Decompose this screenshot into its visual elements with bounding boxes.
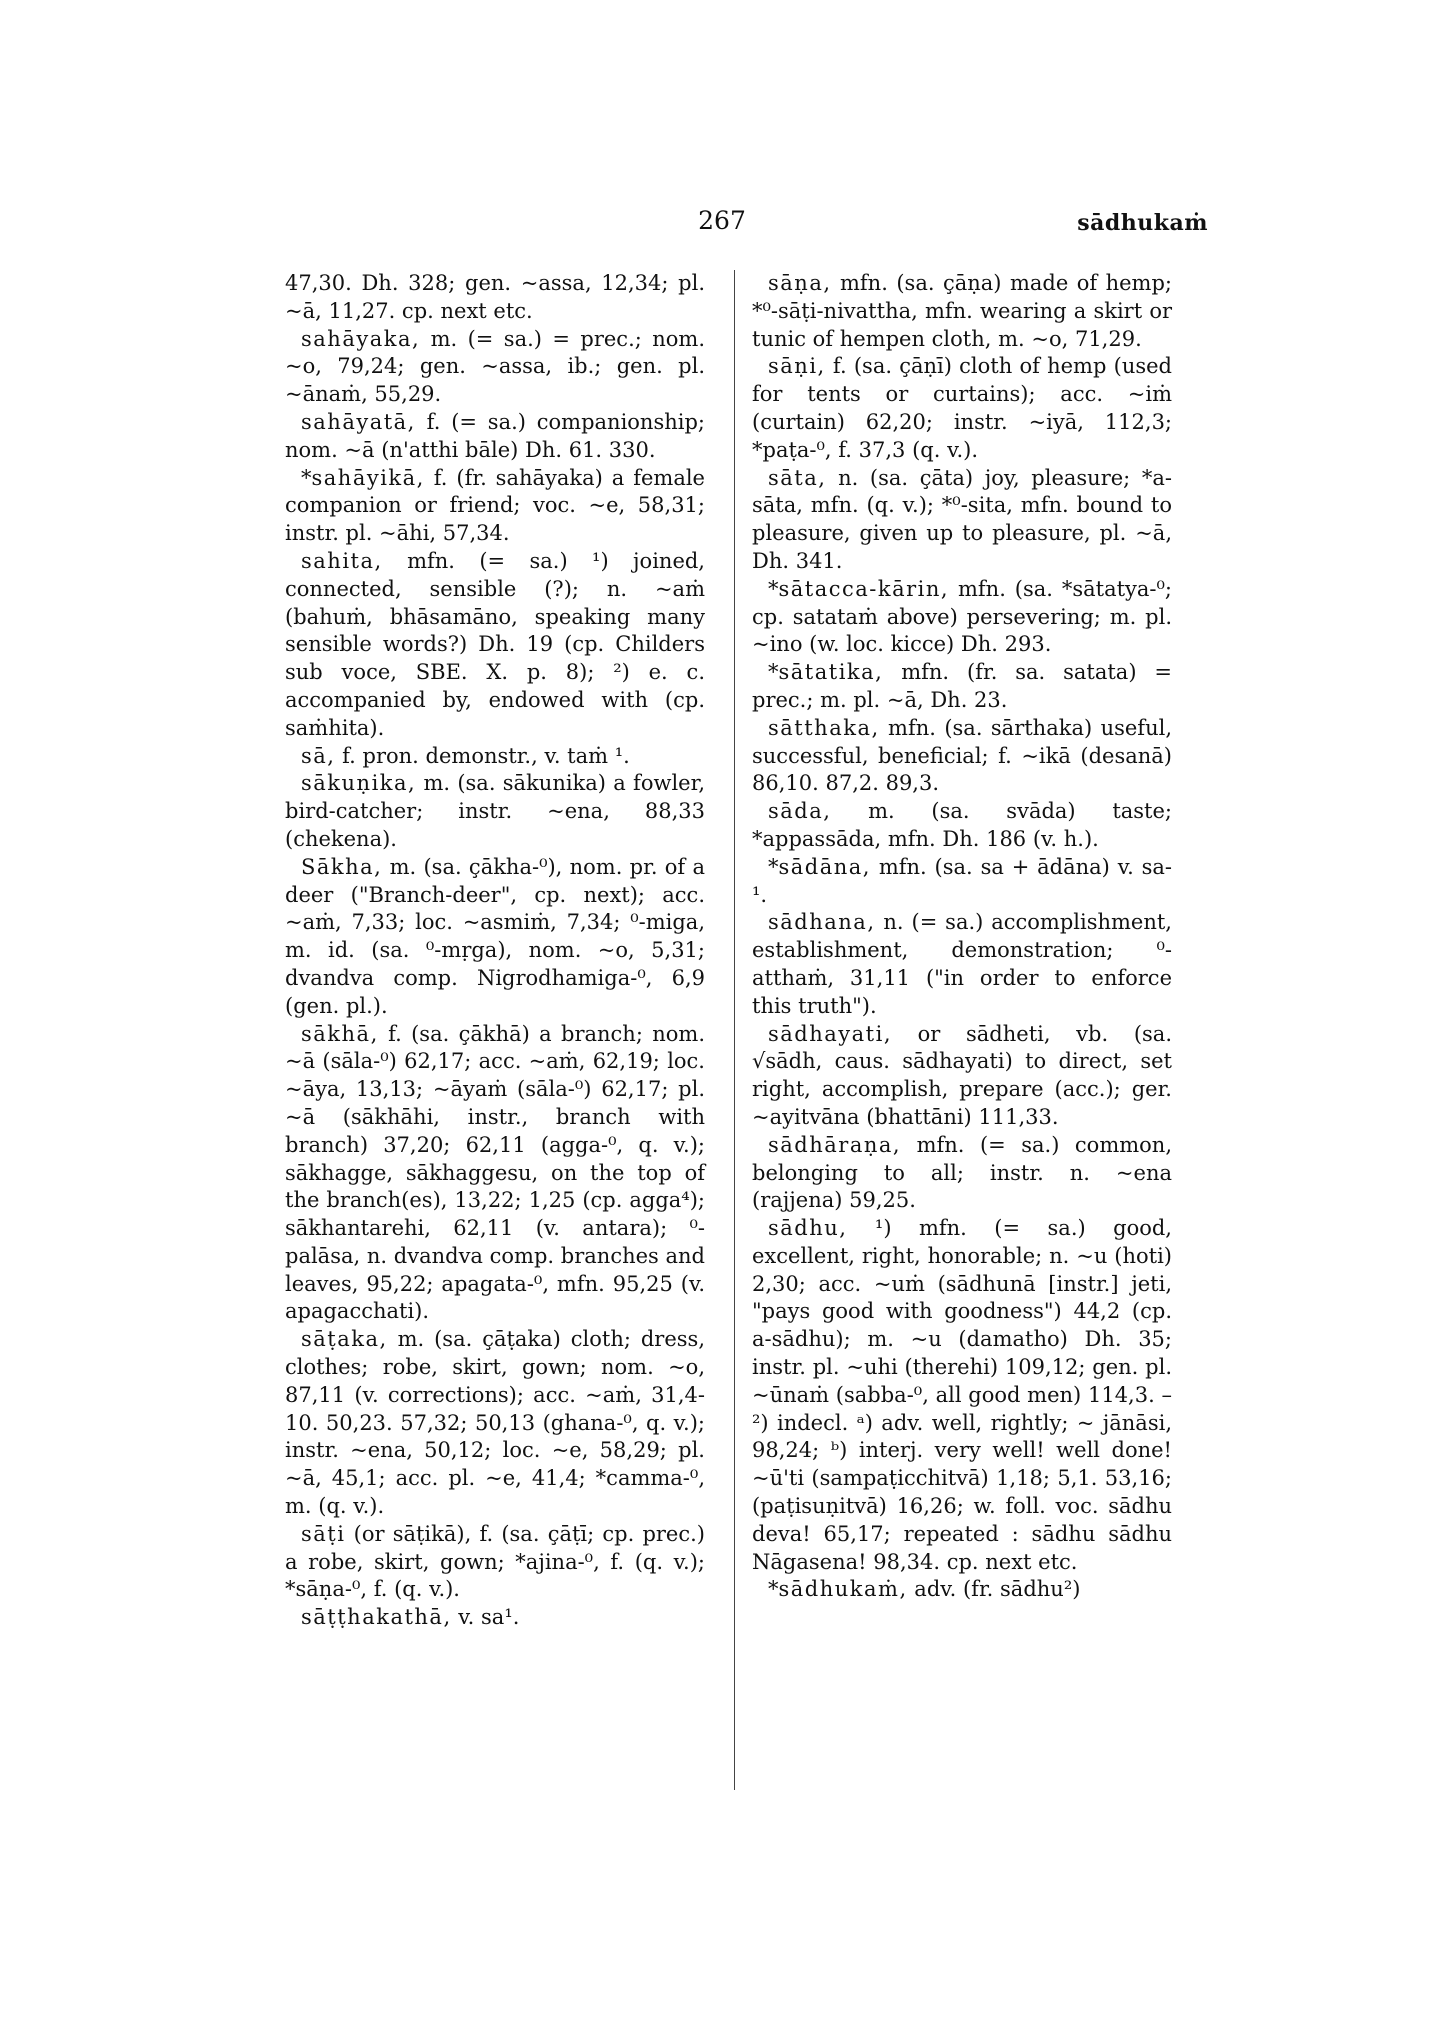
entry-definition: mfn. (fr. sa. satata) = prec.; m. pl. ~ā, Dh. 23. [752, 660, 1172, 712]
dictionary-entry [285, 854, 705, 1021]
entry-definition: m. (sa. çākha-⁰), nom. pr. of a deer ("Branch-deer", cp. next); acc. ~aṁ, 7,33; loc. ~asmiṁ, 7,34; ⁰-miga, m. id. (sa. ⁰-mṛga), nom. ~o, 5,31; dvandva comp. Nigrodhamiga-⁰, 6,9 (gen. pl.). [285, 854, 705, 1018]
dictionary-entry [285, 548, 705, 743]
dictionary-entry [752, 909, 1172, 1020]
dictionary-entry [285, 770, 705, 853]
dictionary-entry [752, 854, 1172, 910]
entry-headword: sahita, [301, 548, 383, 573]
entry-definition: m. (= sa.) = prec.; nom. ~o, 79,24; gen. ~assa, ib.; gen. pl. ~ānaṁ, 55,29. [285, 326, 705, 407]
entry-headword: sākhā, [301, 1021, 379, 1046]
entry-definition: f. (sa. çākhā) a branch; nom. ~ā (sāla-⁰) 62,17; acc. ~aṁ, 62,19; loc. ~āya, 13,13; ~āyaṁ (sāla-⁰) 62,17; pl. ~ā (sākhāhi, instr., branch with branch) 37,20; 62,11 (agga-⁰, q. v.); sākhagge, sākhaggesu, on the top of the branch(es), 13,22; 1,25 (cp. agga⁴); sākhantarehi, 62,11 (v. antara); ⁰-palāsa, n. dvandva comp. branches and leaves, 95,22; apagata-⁰, mfn. 95,25 (v. apagacchati). [285, 1021, 705, 1324]
dictionary-entry [752, 270, 1172, 353]
entry-definition: v. sa¹. [451, 1605, 520, 1630]
entry-marker: * [768, 576, 779, 601]
column-divider [734, 270, 735, 1790]
left-column [285, 270, 705, 1632]
entry-headword: sāṭi [301, 1521, 346, 1546]
entry-definition: ¹) mfn. (= sa.) good, excellent, right, honorable; n. ~u (hoti) 2,30; acc. ~uṁ (sādhunā [instr.] jeti, "pays good with goodness") 44,2 (cp. a-sādhu); m. ~u (damatho) Dh. 35; instr. pl. ~uhi (therehi) 109,12; gen. pl. ~ūnaṁ (sabba-⁰, all good men) 114,3. – ²) indecl. ᵃ) adv. well, rightly; ~ jānāsi, 98,24; ᵇ) interj. very well! well done! ~ū'ti (sampaṭicchitvā) 1,18; 5,1. 53,16; (paṭisuṇitvā) 16,26; w. foll. voc. sādhu deva! 65,17; repeated : sādhu sādhu Nāgasena! 98,34. cp. next etc. [752, 1216, 1172, 1574]
entry-headword: sahāyikā, [311, 465, 425, 490]
entry-headword: sātacca-kārin, [778, 576, 950, 601]
dictionary-entry [752, 798, 1172, 854]
dictionary-entry [752, 465, 1172, 576]
entry-headword: sādhayati, [768, 1021, 892, 1046]
entry-definition: mfn. (sa. sārthaka) useful, successful, beneficial; f. ~ikā (desanā) 86,10. 87,2. 89,3. [752, 715, 1172, 796]
page-number: 267 [698, 206, 746, 235]
entry-definition: mfn. (= sa.) ¹) joined, connected, sensible (?); n. ~aṁ (bahuṁ, bhāsamāno, speaking many sensible words?) Dh. 19 (cp. Childers sub voce, SBE. X. p. 8); ²) e. c. accompanied by, endowed with (cp. saṁhita). [285, 548, 705, 740]
entry-definition: mfn. (= sa.) common, belonging to all; instr. n. ~ena (rajjena) 59,25. [752, 1132, 1172, 1213]
dictionary-entry [285, 465, 705, 548]
entry-definition: f. (= sa.) companionship; nom. ~ā (n'atthi bāle) Dh. 61. 330. [285, 409, 705, 462]
entry-headword: sāda, [768, 799, 832, 824]
entry-headword: sāṇi, [768, 354, 826, 379]
entry-headword: sādhāraṇa, [768, 1132, 902, 1157]
entry-definition: or sādheti, vb. (sa. √sādh, caus. sādhayati) to direct, set right, accomplish, prepare (acc.); ger. ~ayitvāna (bhattāni) 111,33. [752, 1021, 1172, 1129]
dictionary-entry [285, 743, 705, 771]
entry-definition: mfn. (sa. sa + ādāna) v. sa-¹. [752, 854, 1172, 907]
dictionary-entry [285, 326, 705, 409]
entry-headword: sātatika, [778, 660, 884, 685]
entry-headword: sākuṇika, [301, 771, 417, 796]
entry-marker: * [301, 465, 312, 490]
dictionary-entry [752, 715, 1172, 798]
entry-headword: sādhu, [768, 1216, 848, 1241]
entry-definition: n. (= sa.) accomplishment, establishment, demonstration; ⁰-atthaṁ, 31,11 ("in order to enforce this truth"). [752, 910, 1172, 1018]
entry-headword: sāta, [768, 465, 827, 490]
dictionary-entry [752, 1021, 1172, 1132]
entry-definition: m. (sa. sākunika) a fowler, bird-catcher; instr. ~ena, 88,33 (chekena). [285, 771, 705, 851]
entry-definition: f. (fr. sahāyaka) a female companion or friend; voc. ~e, 58,31; instr. pl. ~āhi, 57,34. [285, 465, 705, 546]
dictionary-entry [752, 576, 1172, 659]
dictionary-entry [752, 659, 1172, 715]
entry-headword: sādhukaṁ, [778, 1577, 908, 1602]
entry-headword: sāṭaka, [301, 1327, 388, 1352]
dictionary-entry [285, 1604, 705, 1632]
dictionary-entry [285, 270, 705, 326]
entry-definition: mfn. (sa. çāṇa) made of hemp; *⁰-sāṭi-nivattha, mfn. wearing a skirt or tunic of hempen cloth, m. ~o, 71,29. [752, 271, 1172, 351]
dictionary-entry [752, 353, 1172, 464]
entry-definition: f. (sa. çāṇī) cloth of hemp (used for tents or curtains); acc. ~iṁ (curtain) 62,20; instr. ~iyā, 112,3; *paṭa-⁰, f. 37,3 (q. v.). [752, 354, 1172, 462]
entry-headword: sātthaka, [768, 715, 880, 740]
entry-definition: f. pron. demonstr., v. taṁ ¹. [335, 743, 630, 768]
entry-marker: * [768, 854, 779, 879]
entry-definition: n. (sa. çāta) joy, pleasure; *a-sāta, mfn. (q. v.); *⁰-sita, mfn. bound to pleasure, given up to pleasure, pl. ~ā, Dh. 341. [752, 465, 1172, 573]
entry-marker: * [768, 660, 779, 685]
running-head: sādhukaṁ [1077, 210, 1208, 236]
dictionary-entry [285, 1521, 705, 1604]
entry-definition: adv. (fr. sādhu²) [907, 1577, 1081, 1602]
entry-definition: mfn. (sa. *sātatya-⁰; cp. satataṁ above) persevering; m. pl. ~ino (w. loc. kicce) Dh. 293. [752, 576, 1172, 657]
entry-definition: m. (sa. çāṭaka) cloth; dress, clothes; robe, skirt, gown; nom. ~o, 87,11 (v. corrections); acc. ~aṁ, 31,4-10. 50,23. 57,32; 50,13 (ghana-⁰, q. v.); instr. ~ena, 50,12; loc. ~e, 58,29; pl. ~ā, 45,1; acc. pl. ~e, 41,4; *camma-⁰, m. (q. v.). [285, 1327, 705, 1519]
dictionary-entry [752, 1576, 1172, 1604]
entry-definition: (or sāṭikā), f. (sa. çāṭī; cp. prec.) a robe, skirt, gown; *ajina-⁰, f. (q. v.); *sāṇa-⁰, f. (q. v.). [285, 1521, 705, 1602]
entry-headword: sādāna, [778, 854, 871, 879]
entry-headword: sādhana, [768, 910, 876, 935]
entry-headword: sahāyatā, [301, 409, 416, 434]
entry-headword: Sākha, [301, 854, 383, 879]
right-column [752, 270, 1172, 1604]
dictionary-entry [752, 1215, 1172, 1576]
entry-headword: sahāyaka, [301, 326, 421, 351]
entry-definition: 47,30. Dh. 328; gen. ~assa, 12,34; pl. ~ā, 11,27. cp. next etc. [285, 271, 705, 323]
entry-headword: sāṭṭhakathā, [301, 1605, 452, 1630]
dictionary-entry [285, 409, 705, 465]
dictionary-entry [285, 1326, 705, 1521]
entry-headword: sā, [301, 743, 336, 768]
entry-headword: sāṇa, [768, 271, 832, 295]
dictionary-entry [285, 1021, 705, 1327]
dictionary-entry [752, 1132, 1172, 1215]
entry-definition: m. (sa. svāda) taste; *appassāda, mfn. Dh. 186 (v. h.). [752, 799, 1172, 851]
entry-marker: * [768, 1577, 779, 1602]
